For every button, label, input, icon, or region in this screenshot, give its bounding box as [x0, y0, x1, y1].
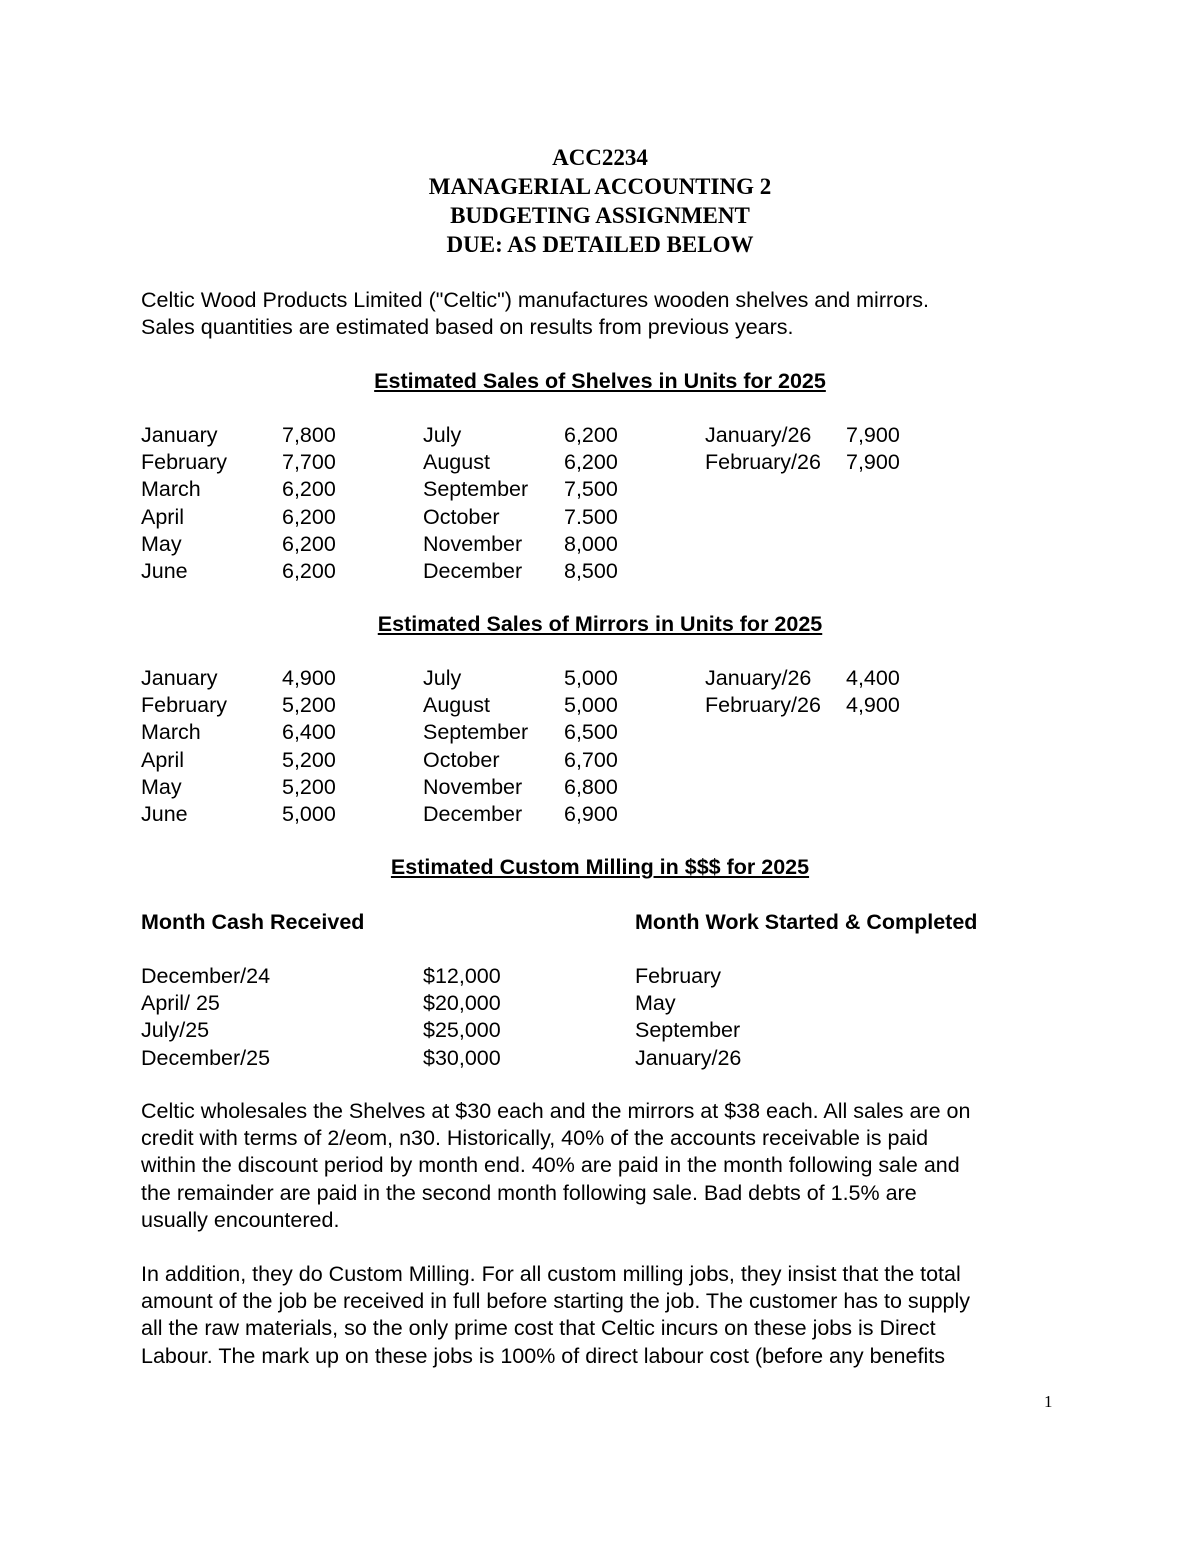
month-cell: August — [423, 693, 490, 718]
units-cell: 6,200 — [282, 531, 336, 556]
units-cell: 6,200 — [282, 558, 336, 583]
paragraph-line: amount of the job be received in full before starting the job. The customer has to supply — [141, 1289, 971, 1314]
paragraph-line: Celtic wholesales the Shelves at $30 each and the mirrors at $38 each. All sales are on — [141, 1099, 971, 1123]
cash-received-header: Month Cash Received — [141, 910, 365, 934]
units-cell: 6,200 — [564, 450, 618, 475]
milling-section-title: Estimated Custom Milling in $$$ for 2025 — [390, 855, 810, 879]
month-cell: November — [423, 774, 523, 799]
units-cell: 6,500 — [564, 720, 618, 745]
amount-cell: $12,000 — [423, 964, 501, 988]
units-cell: 5,000 — [564, 666, 618, 690]
units-cell: 4,400 — [846, 666, 900, 690]
units-cell: 7,900 — [846, 423, 900, 447]
page-number: 1 — [1044, 1392, 1053, 1411]
document-header — [0, 143, 1200, 259]
month-cell: April — [141, 504, 185, 529]
paragraph-line: Labour. The mark up on these jobs is 100% of direct labour cost (before any benefits — [141, 1343, 945, 1368]
units-cell: 7,500 — [564, 477, 618, 502]
shelves-section-title: Estimated Sales of Shelves in Units for 2025 — [374, 369, 826, 393]
intro-line: Sales quantities are estimated based on results from previous years. — [141, 315, 794, 340]
cash-month-cell: December/24 — [141, 964, 271, 988]
units-cell: 6,700 — [564, 747, 618, 772]
units-cell: 5,000 — [282, 801, 336, 826]
cash-month-cell: July/25 — [141, 1018, 210, 1043]
amount-cell: $30,000 — [423, 1045, 501, 1070]
paragraph-line: usually encountered. — [141, 1207, 340, 1232]
cash-month-cell: April/ 25 — [141, 991, 220, 1016]
paragraph-line: the remainder are paid in the second month following sale. Bad debts of 1.5% are — [141, 1180, 917, 1205]
month-cell: February/26 — [705, 450, 821, 475]
units-cell: 5,200 — [282, 747, 336, 772]
month-cell: January/26 — [705, 666, 812, 690]
units-cell: 5,200 — [282, 774, 336, 799]
units-cell: 6,200 — [282, 477, 336, 502]
month-cell: August — [423, 450, 490, 475]
course-name: MANAGERIAL ACCOUNTING 2 — [428, 174, 772, 199]
month-cell: July — [423, 666, 462, 690]
units-cell: 7,700 — [282, 450, 336, 475]
units-cell: 6,400 — [282, 720, 336, 745]
paragraph-line: within the discount period by month end. 40% are paid in the month following sale and — [141, 1153, 960, 1178]
paragraph-line: credit with terms of 2/eom, n30. Historically, 40% of the accounts receivable is paid — [141, 1126, 929, 1151]
course-code: ACC2234 — [552, 145, 648, 170]
work-month-cell: September — [635, 1018, 741, 1043]
work-month-cell: January/26 — [635, 1045, 742, 1070]
units-cell: 6,800 — [564, 774, 618, 799]
month-cell: May — [141, 774, 182, 799]
month-cell: December — [423, 801, 523, 826]
paragraph-line: In addition, they do Custom Milling. For all custom milling jobs, they insist that the total — [141, 1262, 961, 1286]
month-cell: July — [423, 423, 462, 447]
units-cell: 8,500 — [564, 558, 618, 583]
due-line: DUE: AS DETAILED BELOW — [446, 232, 754, 257]
month-cell: May — [141, 531, 182, 556]
amount-cell: $25,000 — [423, 1018, 501, 1043]
work-month-cell: May — [635, 991, 676, 1016]
mirrors-section-title: Estimated Sales of Mirrors in Units for 2025 — [377, 612, 823, 636]
units-cell: 6,200 — [564, 423, 618, 447]
month-cell: February — [141, 450, 228, 475]
month-cell: December — [423, 558, 523, 583]
month-cell: March — [141, 477, 201, 502]
month-cell: October — [423, 747, 500, 772]
month-cell: March — [141, 720, 201, 745]
paragraph-line: all the raw materials, so the only prime cost that Celtic incurs on these jobs is Direct — [141, 1316, 936, 1341]
units-cell: 7,900 — [846, 450, 900, 475]
cash-month-cell: December/25 — [141, 1045, 271, 1070]
units-cell: 6,900 — [564, 801, 618, 826]
units-cell: 8,000 — [564, 531, 618, 556]
month-cell: January — [141, 666, 218, 690]
work-completed-header: Month Work Started & Completed — [635, 910, 978, 934]
intro-line: Celtic Wood Products Limited ("Celtic") manufactures wooden shelves and mirrors. — [141, 288, 929, 312]
assignment-title: BUDGETING ASSIGNMENT — [450, 203, 750, 228]
milling-paragraph — [141, 1261, 1071, 1370]
terms-paragraph — [141, 1098, 1071, 1234]
month-cell: January — [141, 423, 218, 447]
units-cell: 7,800 — [282, 423, 336, 447]
units-cell: 5,200 — [282, 693, 336, 718]
units-cell: 6,200 — [282, 504, 336, 529]
month-cell: February/26 — [705, 693, 821, 718]
units-cell: 7.500 — [564, 504, 618, 529]
month-cell: June — [141, 558, 188, 583]
month-cell: November — [423, 531, 523, 556]
month-cell: September — [423, 720, 529, 745]
units-cell: 4,900 — [282, 666, 336, 690]
month-cell: June — [141, 801, 188, 826]
month-cell: April — [141, 747, 185, 772]
units-cell: 5,000 — [564, 693, 618, 718]
month-cell: January/26 — [705, 423, 812, 447]
amount-cell: $20,000 — [423, 991, 501, 1016]
month-cell: September — [423, 477, 529, 502]
intro-paragraph — [141, 287, 1071, 341]
units-cell: 4,900 — [846, 693, 900, 718]
work-month-cell: February — [635, 964, 722, 988]
month-cell: February — [141, 693, 228, 718]
month-cell: October — [423, 504, 500, 529]
